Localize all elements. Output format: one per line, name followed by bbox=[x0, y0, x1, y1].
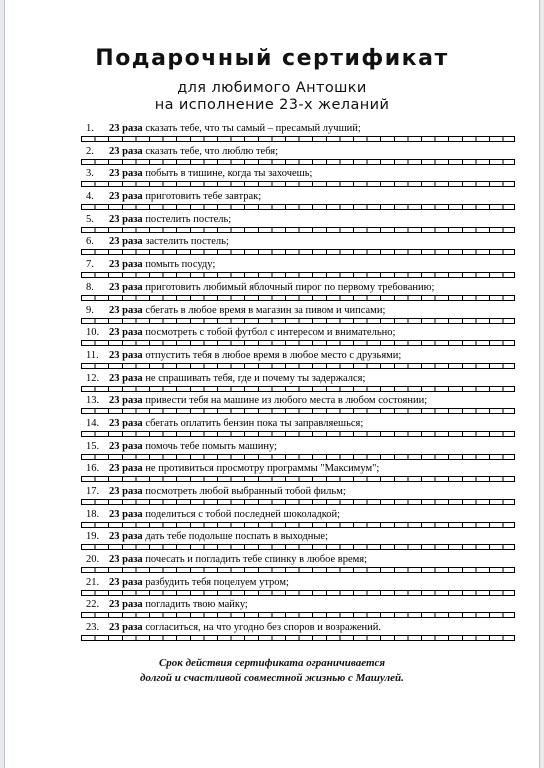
wish-item-description: привести тебя на машине из любого места в любом состоянии; bbox=[142, 395, 428, 407]
wish-item-number: 7. bbox=[86, 259, 94, 271]
wish-item-text bbox=[81, 258, 215, 272]
wish-item bbox=[81, 304, 515, 327]
wish-item-count: 23 раза bbox=[109, 417, 143, 429]
tick-box-row[interactable] bbox=[81, 431, 515, 437]
wish-item bbox=[81, 145, 515, 168]
wish-item bbox=[81, 213, 515, 236]
wish-item-text bbox=[81, 213, 231, 227]
wish-item-text bbox=[81, 394, 427, 408]
wish-item-text bbox=[81, 553, 367, 567]
wish-item-text bbox=[81, 462, 379, 476]
wish-item-description: сказать тебе, что ты самый – пресамый лучший; bbox=[142, 123, 361, 134]
wish-item bbox=[81, 394, 515, 417]
tick-box-row[interactable] bbox=[81, 590, 515, 596]
wish-item bbox=[81, 598, 515, 621]
wish-item bbox=[81, 485, 515, 508]
tick-box-row[interactable] bbox=[81, 227, 515, 233]
tick-box-row[interactable] bbox=[81, 612, 515, 618]
wish-item-text bbox=[81, 598, 248, 612]
wish-item bbox=[81, 462, 515, 485]
tick-box-row[interactable] bbox=[81, 249, 515, 255]
wish-item-count: 23 раза bbox=[109, 304, 143, 316]
wish-item-description: застелить постель; bbox=[142, 236, 229, 248]
wish-item-count: 23 раза bbox=[109, 463, 143, 475]
footer-line-2: долгой и счастливой совместной жизнью с Машулей. bbox=[140, 672, 404, 684]
wish-item-count: 23 раза bbox=[109, 576, 143, 588]
wish-item-number: 22. bbox=[86, 599, 100, 611]
wish-item bbox=[81, 417, 515, 440]
wish-item bbox=[81, 621, 515, 644]
wish-item bbox=[81, 326, 515, 349]
certificate-footer bbox=[5, 656, 539, 686]
wish-item-description: не спрашивать тебя, где и почему ты задержался; bbox=[142, 372, 366, 384]
wish-item-text bbox=[81, 326, 395, 340]
tick-box-row[interactable] bbox=[81, 295, 515, 301]
wish-item-number: 14. bbox=[86, 417, 100, 429]
wish-item bbox=[81, 553, 515, 576]
wish-item-count: 23 раза bbox=[109, 281, 143, 293]
wish-item-description: посмотреть с тобой футбол с интересом и внимательно; bbox=[142, 327, 396, 339]
wish-item-description: постелить постель; bbox=[142, 213, 232, 225]
tick-box-row[interactable] bbox=[81, 476, 515, 482]
wish-item-count: 23 раза bbox=[109, 372, 143, 384]
wish-item-description: разбудить тебя поцелуем утром; bbox=[142, 576, 289, 588]
wish-item-count: 23 раза bbox=[109, 622, 143, 634]
wish-item-number: 2. bbox=[86, 145, 94, 157]
wish-item bbox=[81, 281, 515, 304]
wish-item-description: согласиться, на что угодно без споров и возражений. bbox=[142, 622, 381, 634]
wish-item-text bbox=[81, 190, 261, 204]
wish-item bbox=[81, 440, 515, 463]
wish-item-number: 21. bbox=[86, 576, 100, 588]
tick-box-row[interactable] bbox=[81, 522, 515, 528]
wish-item-count: 23 раза bbox=[109, 599, 143, 611]
wish-item bbox=[81, 190, 515, 213]
wish-item-number: 1. bbox=[86, 123, 94, 134]
wish-item-description: помыть посуду; bbox=[142, 259, 216, 271]
wish-item-number: 15. bbox=[86, 440, 100, 452]
tick-box-row[interactable] bbox=[81, 454, 515, 460]
wish-item-text bbox=[81, 349, 401, 363]
wish-item-number: 20. bbox=[86, 554, 100, 566]
tick-box-row[interactable] bbox=[81, 340, 515, 346]
wish-item-text bbox=[81, 621, 381, 635]
wish-item-text bbox=[81, 372, 365, 386]
wish-item bbox=[81, 122, 515, 145]
wish-item-text bbox=[81, 440, 277, 454]
wish-item-count: 23 раза bbox=[109, 327, 143, 339]
footer-line-1: Срок действия сертификата ограничивается bbox=[158, 657, 386, 669]
tick-box-row[interactable] bbox=[81, 159, 515, 165]
wish-list bbox=[81, 122, 515, 644]
wish-item-number: 10. bbox=[86, 327, 100, 339]
wish-item-text bbox=[81, 304, 385, 318]
wish-item-count: 23 раза bbox=[109, 531, 143, 543]
tick-box-row[interactable] bbox=[81, 635, 515, 641]
wish-item-text bbox=[81, 235, 229, 249]
wish-item-number: 11. bbox=[86, 349, 99, 361]
tick-box-row[interactable] bbox=[81, 408, 515, 414]
wish-item-text bbox=[81, 485, 346, 499]
wish-item-number: 9. bbox=[86, 304, 94, 316]
wish-item-number: 16. bbox=[86, 463, 100, 475]
certificate-page bbox=[4, 0, 540, 768]
certificate-title: Подарочный сертификат bbox=[95, 46, 449, 71]
tick-box-row[interactable] bbox=[81, 272, 515, 278]
wish-item-count: 23 раза bbox=[109, 508, 143, 520]
wish-item-number: 3. bbox=[86, 168, 94, 180]
wish-item-text bbox=[81, 167, 312, 181]
wish-item-text bbox=[81, 576, 289, 590]
certificate-subtitle-line-2: на исполнение 23-х желаний bbox=[154, 97, 390, 113]
wish-item-description: побыть в тишине, когда ты захочешь; bbox=[142, 168, 313, 180]
wish-item-description: почесать и погладить тебе спинку в любое время; bbox=[142, 554, 368, 566]
wish-item-description: посмотреть любой выбранный тобой фильм; bbox=[142, 486, 346, 497]
wish-item bbox=[81, 530, 515, 553]
wish-item-number: 6. bbox=[86, 236, 94, 248]
tick-box-row[interactable] bbox=[81, 544, 515, 550]
wish-item-description: не противиться просмотру программы "Максимум"; bbox=[142, 463, 380, 475]
tick-box-row[interactable] bbox=[81, 499, 515, 505]
wish-item-text bbox=[81, 508, 340, 522]
wish-item-number: 13. bbox=[86, 395, 100, 407]
tick-box-row[interactable] bbox=[81, 386, 515, 392]
wish-item bbox=[81, 372, 515, 395]
wish-item bbox=[81, 349, 515, 372]
wish-item-count: 23 раза bbox=[109, 191, 143, 203]
wish-item-number: 4. bbox=[86, 191, 94, 203]
wish-item-description: сказать тебе, что люблю тебя; bbox=[142, 145, 279, 157]
wish-item-number: 17. bbox=[86, 486, 100, 497]
wish-item-number: 8. bbox=[86, 281, 94, 293]
wish-item-text bbox=[81, 530, 328, 544]
wish-item bbox=[81, 508, 515, 531]
wish-item-count: 23 раза bbox=[109, 349, 143, 361]
wish-item-text bbox=[81, 281, 434, 295]
wish-item-text bbox=[81, 122, 361, 136]
tick-box-row[interactable] bbox=[81, 136, 515, 142]
wish-item bbox=[81, 258, 515, 281]
wish-item-description: приготовить любимый яблочный пирог по первому требованию; bbox=[142, 281, 435, 293]
wish-item-count: 23 раза bbox=[109, 486, 143, 497]
wish-item-description: сбегать в любое время в магазин за пивом и чипсами; bbox=[142, 304, 386, 316]
wish-item-count: 23 раза bbox=[109, 440, 143, 452]
wish-item-count: 23 раза bbox=[109, 168, 143, 180]
wish-item-description: помочь тебе помыть машину; bbox=[142, 440, 277, 452]
wish-item-count: 23 раза bbox=[109, 395, 143, 407]
tick-box-row[interactable] bbox=[81, 567, 515, 573]
wish-item-count: 23 раза bbox=[109, 236, 143, 248]
wish-item-count: 23 раза bbox=[109, 213, 143, 225]
wish-item-description: поделиться с тобой последней шоколадкой; bbox=[142, 508, 341, 520]
wish-item-text bbox=[81, 417, 363, 431]
wish-item-number: 19. bbox=[86, 531, 100, 543]
wish-item-description: приготовить тебе завтрак; bbox=[142, 191, 262, 203]
wish-item-number: 12. bbox=[86, 372, 100, 384]
wish-item-count: 23 раза bbox=[109, 145, 143, 157]
tick-box-row[interactable] bbox=[81, 204, 515, 210]
wish-item-description: сбегать оплатить бензин пока ты заправляешься; bbox=[142, 417, 364, 429]
wish-item bbox=[81, 235, 515, 258]
wish-item-count: 23 раза bbox=[109, 259, 143, 271]
wish-item bbox=[81, 576, 515, 599]
wish-item-description: дать тебе подольше поспать в выходные; bbox=[142, 531, 328, 543]
tick-box-row[interactable] bbox=[81, 318, 515, 324]
tick-box-row[interactable] bbox=[81, 181, 515, 187]
wish-item-count: 23 раза bbox=[109, 554, 143, 566]
wish-item-number: 18. bbox=[86, 508, 100, 520]
tick-box-row[interactable] bbox=[81, 363, 515, 369]
wish-item-text bbox=[81, 145, 278, 159]
wish-item bbox=[81, 167, 515, 190]
wish-item-number: 23. bbox=[86, 622, 100, 634]
wish-item-number: 5. bbox=[86, 213, 94, 225]
certificate-subtitle-line-1: для любимого Антошки bbox=[177, 80, 367, 96]
wish-item-description: погладить твою майку; bbox=[142, 599, 248, 611]
wish-item-description: отпустить тебя в любое время в любое место с друзьями; bbox=[142, 349, 402, 361]
wish-item-count: 23 раза bbox=[109, 123, 143, 134]
